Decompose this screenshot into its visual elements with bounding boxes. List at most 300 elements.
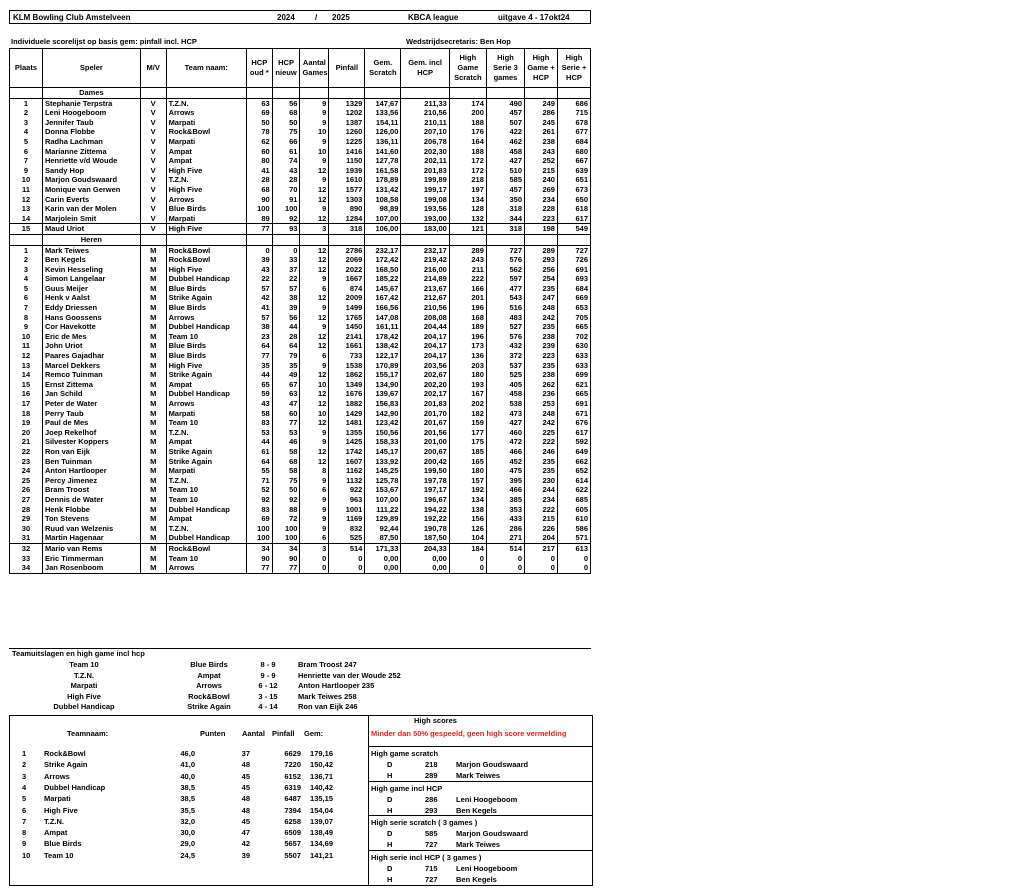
table-cell: 0: [449, 563, 486, 573]
high-score-player: Marjon Goudswaard: [456, 829, 529, 838]
table-cell: 38: [246, 322, 272, 332]
table-cell: 9: [300, 98, 329, 108]
table-cell: 69: [246, 108, 272, 118]
table-cell: M: [140, 428, 166, 438]
table-cell: 199,17: [401, 185, 449, 195]
table-cell: 963: [329, 495, 365, 505]
table-cell: 0: [449, 554, 486, 564]
column-header: Speler: [42, 49, 140, 88]
table-cell: 91: [272, 195, 300, 205]
high-score-gender: D: [387, 794, 393, 804]
table-cell: 669: [557, 293, 590, 303]
table-cell: 25: [10, 476, 43, 486]
table-cell: 9: [300, 505, 329, 515]
table-cell: 676: [557, 418, 590, 428]
table-cell: 0,00: [401, 563, 449, 573]
table-cell: 0,00: [365, 554, 401, 564]
high-score-row: [369, 875, 593, 886]
table-cell: 23: [246, 332, 272, 342]
table-cell: 28: [272, 175, 300, 185]
table-cell: 12: [300, 265, 329, 275]
table-cell: 136,11: [365, 137, 401, 147]
table-cell: Jennifer Taub: [42, 118, 140, 128]
table-cell: M: [140, 293, 166, 303]
standings-team: High Five: [44, 805, 78, 815]
high-score-value: 727: [425, 840, 438, 849]
table-cell: 12: [10, 351, 43, 361]
table-cell: 1610: [329, 175, 365, 185]
table-cell: 58: [246, 409, 272, 419]
table-cell: Strike Again: [166, 293, 246, 303]
table-cell: 12: [300, 389, 329, 399]
table-cell: M: [140, 361, 166, 371]
table-cell: 247: [525, 293, 558, 303]
table-cell: Ruud van Welzenis: [42, 524, 140, 534]
table-cell: 90: [246, 554, 272, 564]
table-cell: 256: [525, 265, 558, 275]
table-cell: 1765: [329, 313, 365, 323]
table-cell: 175: [449, 437, 486, 447]
match-row: [9, 660, 591, 670]
player-row: [10, 428, 591, 438]
table-cell: 172,42: [365, 255, 401, 265]
table-cell: 510: [486, 166, 524, 176]
table-cell: 1355: [329, 428, 365, 438]
table-cell: 180: [449, 370, 486, 380]
table-cell: 60: [272, 409, 300, 419]
table-cell: 248: [525, 409, 558, 419]
table-cell: 293: [525, 255, 558, 265]
table-cell: 543: [486, 293, 524, 303]
table-cell: 89: [246, 214, 272, 224]
section-cell: [300, 234, 329, 245]
table-cell: 182: [449, 409, 486, 419]
table-cell: 12: [300, 399, 329, 409]
table-cell: 685: [557, 495, 590, 505]
high-score-gender: H: [387, 771, 393, 780]
table-cell: 576: [486, 332, 524, 342]
table-cell: V: [140, 166, 166, 176]
standings-row: [10, 772, 365, 783]
table-cell: 235: [525, 284, 558, 294]
table-cell: 1162: [329, 466, 365, 476]
table-cell: Jan Schild: [42, 389, 140, 399]
table-cell: 5: [10, 284, 43, 294]
table-cell: 1667: [329, 274, 365, 284]
table-cell: 246: [525, 447, 558, 457]
column-header: High Serie + HCP: [557, 49, 590, 88]
table-cell: 7: [10, 156, 43, 166]
table-cell: 62: [246, 137, 272, 147]
table-cell: 385: [486, 495, 524, 505]
player-row: [10, 118, 591, 128]
standings-pinfall: 6487: [284, 794, 301, 804]
table-cell: 153,67: [365, 485, 401, 495]
standings-games: 45: [241, 816, 250, 826]
table-cell: 10: [300, 380, 329, 390]
table-cell: 13: [10, 204, 43, 214]
table-cell: 147,08: [365, 313, 401, 323]
table-cell: 639: [557, 166, 590, 176]
table-cell: 14: [10, 370, 43, 380]
player-row: [10, 514, 591, 524]
score-sheet: [9, 10, 591, 574]
table-cell: Eddy Driessen: [42, 303, 140, 313]
table-cell: 29: [10, 514, 43, 524]
table-cell: 8: [300, 466, 329, 476]
match-row: [9, 692, 591, 702]
table-cell: 198: [525, 224, 558, 235]
table-cell: 432: [486, 341, 524, 351]
table-cell: 185,22: [365, 274, 401, 284]
table-cell: 286: [525, 108, 558, 118]
table-cell: 100: [272, 524, 300, 534]
table-cell: 50: [246, 118, 272, 128]
player-row: [10, 418, 591, 428]
standings-pinfall: 7394: [284, 805, 301, 815]
table-cell: 12: [300, 255, 329, 265]
high-score-value: 286: [425, 794, 438, 804]
table-cell: 614: [557, 476, 590, 486]
table-cell: Rock&Bowl: [166, 543, 246, 553]
table-cell: 214,89: [401, 274, 449, 284]
standings-games: 47: [241, 828, 250, 838]
table-cell: M: [140, 351, 166, 361]
match-home-team: Dubbel Handicap: [53, 702, 115, 711]
table-cell: 8: [10, 313, 43, 323]
table-cell: 12: [300, 293, 329, 303]
table-cell: 64: [246, 457, 272, 467]
standings-team: Blue Birds: [44, 839, 82, 849]
standings-games: 37: [241, 749, 250, 758]
table-cell: 395: [486, 476, 524, 486]
table-cell: T.Z.N.: [166, 98, 246, 108]
standings-row: [10, 828, 365, 839]
match-high-game: Bram Troost 247: [298, 660, 357, 669]
player-row: [10, 98, 591, 108]
table-cell: M: [140, 313, 166, 323]
table-cell: 236: [525, 389, 558, 399]
table-cell: Donna Flobbe: [42, 127, 140, 137]
table-cell: 458: [486, 147, 524, 157]
standings-avg: 150,42: [310, 760, 333, 770]
table-cell: 228: [525, 204, 558, 214]
standings-points: 35,5: [180, 805, 195, 815]
table-cell: 92,44: [365, 524, 401, 534]
player-row: [10, 495, 591, 505]
table-cell: 667: [557, 156, 590, 166]
table-cell: 64: [246, 341, 272, 351]
table-cell: 66: [272, 137, 300, 147]
table-cell: M: [140, 341, 166, 351]
standings-points: 40,0: [180, 771, 195, 781]
table-cell: V: [140, 204, 166, 214]
table-cell: 204,33: [401, 543, 449, 553]
table-cell: 12: [300, 457, 329, 467]
player-row: [10, 447, 591, 457]
table-cell: 586: [557, 524, 590, 534]
table-cell: Rock&Bowl: [166, 127, 246, 137]
table-cell: 4: [10, 274, 43, 284]
standings-avg: 136,71: [310, 771, 333, 781]
table-cell: 57: [272, 284, 300, 294]
table-cell: Ampat: [166, 380, 246, 390]
table-cell: 527: [486, 322, 524, 332]
standings-games: 39: [241, 850, 250, 860]
match-score: 6 - 12: [258, 681, 278, 690]
match-high-game: Anton Hartlooper 235: [298, 681, 375, 690]
player-row: [10, 313, 591, 323]
table-cell: 68: [246, 185, 272, 195]
table-cell: Radha Lachman: [42, 137, 140, 147]
table-cell: 35: [272, 361, 300, 371]
table-cell: 156,83: [365, 399, 401, 409]
table-cell: 318: [486, 204, 524, 214]
standings-row: [10, 794, 365, 805]
high-score-block-title: High serie scratch ( 3 games ): [371, 818, 478, 827]
table-cell: 219,42: [401, 255, 449, 265]
table-cell: 100: [246, 524, 272, 534]
table-cell: Marpati: [166, 466, 246, 476]
match-high-game: Ron van Eijk 246: [298, 702, 358, 711]
table-cell: 691: [557, 265, 590, 275]
table-cell: Dubbel Handicap: [166, 389, 246, 399]
standings-place: 2: [22, 760, 27, 770]
table-cell: 23: [10, 457, 43, 467]
table-cell: 4: [10, 127, 43, 137]
table-cell: 726: [557, 255, 590, 265]
table-cell: 372: [486, 351, 524, 361]
table-cell: 286: [486, 524, 524, 534]
standings-row: [10, 749, 365, 760]
table-cell: 649: [557, 447, 590, 457]
table-cell: 55: [246, 466, 272, 476]
table-cell: 605: [557, 505, 590, 515]
table-cell: 201,67: [401, 418, 449, 428]
table-cell: 715: [557, 108, 590, 118]
table-cell: 11: [10, 341, 43, 351]
table-cell: 202,17: [401, 389, 449, 399]
table-cell: M: [140, 563, 166, 573]
table-cell: 562: [486, 265, 524, 275]
table-cell: V: [140, 127, 166, 137]
high-score-row: [369, 760, 593, 771]
table-cell: M: [140, 284, 166, 294]
table-cell: 22: [10, 447, 43, 457]
table-cell: 83: [246, 505, 272, 515]
table-cell: 90: [272, 554, 300, 564]
section-cell: [401, 234, 449, 245]
table-cell: 19: [10, 418, 43, 428]
section-label: Heren: [42, 234, 140, 245]
section-cell: [486, 88, 524, 99]
table-cell: 197,17: [401, 485, 449, 495]
table-cell: 172: [449, 166, 486, 176]
match-high-game: Mark Teiwes 258: [298, 691, 357, 701]
table-cell: 59: [246, 389, 272, 399]
standings-avg: 139,07: [310, 816, 333, 826]
table-cell: 127,78: [365, 156, 401, 166]
table-cell: 100: [246, 204, 272, 214]
section-cell: [10, 234, 43, 245]
table-cell: 75: [272, 127, 300, 137]
table-cell: 1538: [329, 361, 365, 371]
table-cell: 12: [300, 341, 329, 351]
table-cell: 43: [272, 166, 300, 176]
high-score-gender: D: [387, 863, 393, 873]
table-cell: 12: [300, 245, 329, 255]
table-cell: M: [140, 409, 166, 419]
table-cell: 193,56: [401, 204, 449, 214]
table-cell: 201,83: [401, 399, 449, 409]
table-cell: 238: [525, 137, 558, 147]
table-cell: 2022: [329, 265, 365, 275]
table-cell: 10: [300, 127, 329, 137]
table-cell: 100: [272, 533, 300, 543]
player-row: [10, 505, 591, 515]
player-row: [10, 303, 591, 313]
table-cell: 1676: [329, 389, 365, 399]
table-cell: 154,11: [365, 118, 401, 128]
table-cell: M: [140, 255, 166, 265]
table-cell: M: [140, 476, 166, 486]
table-cell: 93: [272, 224, 300, 235]
standings-row: [10, 839, 365, 850]
table-cell: 204,17: [401, 332, 449, 342]
table-cell: Simon Langelaar: [42, 274, 140, 284]
table-cell: 2141: [329, 332, 365, 342]
table-cell: 170,89: [365, 361, 401, 371]
table-cell: Dubbel Handicap: [166, 505, 246, 515]
table-cell: T.Z.N.: [166, 476, 246, 486]
standings-place: 7: [22, 816, 27, 826]
table-cell: 234: [525, 195, 558, 205]
table-cell: 196: [449, 303, 486, 313]
table-cell: M: [140, 418, 166, 428]
table-cell: Blue Birds: [166, 284, 246, 294]
column-header: HCP nieuw: [272, 49, 300, 88]
high-score-block-title: High serie incl HCP ( 3 games ): [371, 852, 482, 862]
table-cell: 9: [300, 524, 329, 534]
table-cell: 158,33: [365, 437, 401, 447]
table-cell: 12: [300, 195, 329, 205]
section-cell: [365, 234, 401, 245]
table-cell: 235: [525, 457, 558, 467]
table-cell: 18: [10, 409, 43, 419]
standings-row: [10, 817, 365, 828]
table-cell: 222: [525, 505, 558, 515]
table-cell: 2009: [329, 293, 365, 303]
table-cell: 150,56: [365, 428, 401, 438]
table-cell: High Five: [166, 166, 246, 176]
table-cell: 222: [525, 437, 558, 447]
player-row: [10, 476, 591, 486]
table-cell: M: [140, 505, 166, 515]
table-cell: 466: [486, 447, 524, 457]
table-cell: 680: [557, 147, 590, 157]
table-cell: 65: [246, 380, 272, 390]
table-cell: Paares Gajadhar: [42, 351, 140, 361]
club-name: KLM Bowling Club Amstelveen: [13, 12, 131, 22]
table-cell: 874: [329, 284, 365, 294]
standings-games: 48: [241, 794, 250, 804]
table-cell: 477: [486, 284, 524, 294]
table-cell: 10: [10, 175, 43, 185]
table-cell: 58: [272, 466, 300, 476]
player-row: [10, 380, 591, 390]
table-cell: 235: [525, 322, 558, 332]
table-cell: 433: [486, 514, 524, 524]
table-cell: 178,42: [365, 332, 401, 342]
table-cell: Henk Flobbe: [42, 505, 140, 515]
table-cell: 922: [329, 485, 365, 495]
standings-points: 29,0: [180, 839, 195, 849]
standings-games: 42: [241, 839, 250, 849]
standings-pinfall: 6319: [284, 782, 301, 792]
table-cell: 12: [300, 313, 329, 323]
table-cell: Monique van Gerwen: [42, 185, 140, 195]
table-cell: Percy Jimenez: [42, 476, 140, 486]
table-cell: 665: [557, 389, 590, 399]
high-score-gender: D: [387, 760, 393, 769]
table-cell: 210,56: [401, 108, 449, 118]
table-cell: Strike Again: [166, 457, 246, 467]
section-cell: [166, 234, 246, 245]
table-cell: 77: [272, 563, 300, 573]
season-year-end: 2025: [332, 12, 350, 22]
table-cell: 31: [10, 533, 43, 543]
table-cell: 77: [246, 351, 272, 361]
table-cell: 61: [246, 447, 272, 457]
table-cell: 46: [272, 437, 300, 447]
table-cell: 58: [272, 447, 300, 457]
table-cell: 727: [486, 245, 524, 255]
table-cell: 200,67: [401, 447, 449, 457]
high-scores-title: High scores: [414, 716, 457, 725]
standings-team: Arrows: [44, 771, 70, 781]
table-cell: 507: [486, 118, 524, 128]
table-cell: 3: [300, 224, 329, 235]
table-cell: 665: [557, 322, 590, 332]
standings-games: 48: [241, 805, 250, 815]
table-cell: 538: [486, 399, 524, 409]
table-cell: 106,00: [365, 224, 401, 235]
match-home-team: High Five: [67, 691, 101, 701]
table-cell: 202,20: [401, 380, 449, 390]
table-cell: Dubbel Handicap: [166, 274, 246, 284]
standings-games: 45: [241, 782, 250, 792]
table-cell: 462: [486, 137, 524, 147]
standings-pinfall: 5657: [284, 839, 301, 849]
table-cell: 6: [10, 293, 43, 303]
table-cell: 104: [449, 533, 486, 543]
table-cell: 248: [525, 303, 558, 313]
match-away-team: Ampat: [197, 670, 221, 680]
high-score-value: 715: [425, 863, 438, 873]
high-score-block: [369, 781, 593, 816]
high-score-value: 218: [425, 760, 438, 769]
table-cell: Marcel Dekkers: [42, 361, 140, 371]
table-cell: Anton Hartlooper: [42, 466, 140, 476]
league-name: KBCA league: [408, 12, 459, 22]
high-score-value: 293: [425, 805, 438, 815]
table-cell: 235: [525, 361, 558, 371]
table-cell: 217: [525, 543, 558, 553]
standings-row: [10, 783, 365, 794]
high-scores-note: Minder dan 50% gespeeld, geen high score vermelding: [371, 729, 567, 738]
table-cell: 230: [525, 476, 558, 486]
high-score-block-title: High game scratch: [371, 749, 439, 758]
